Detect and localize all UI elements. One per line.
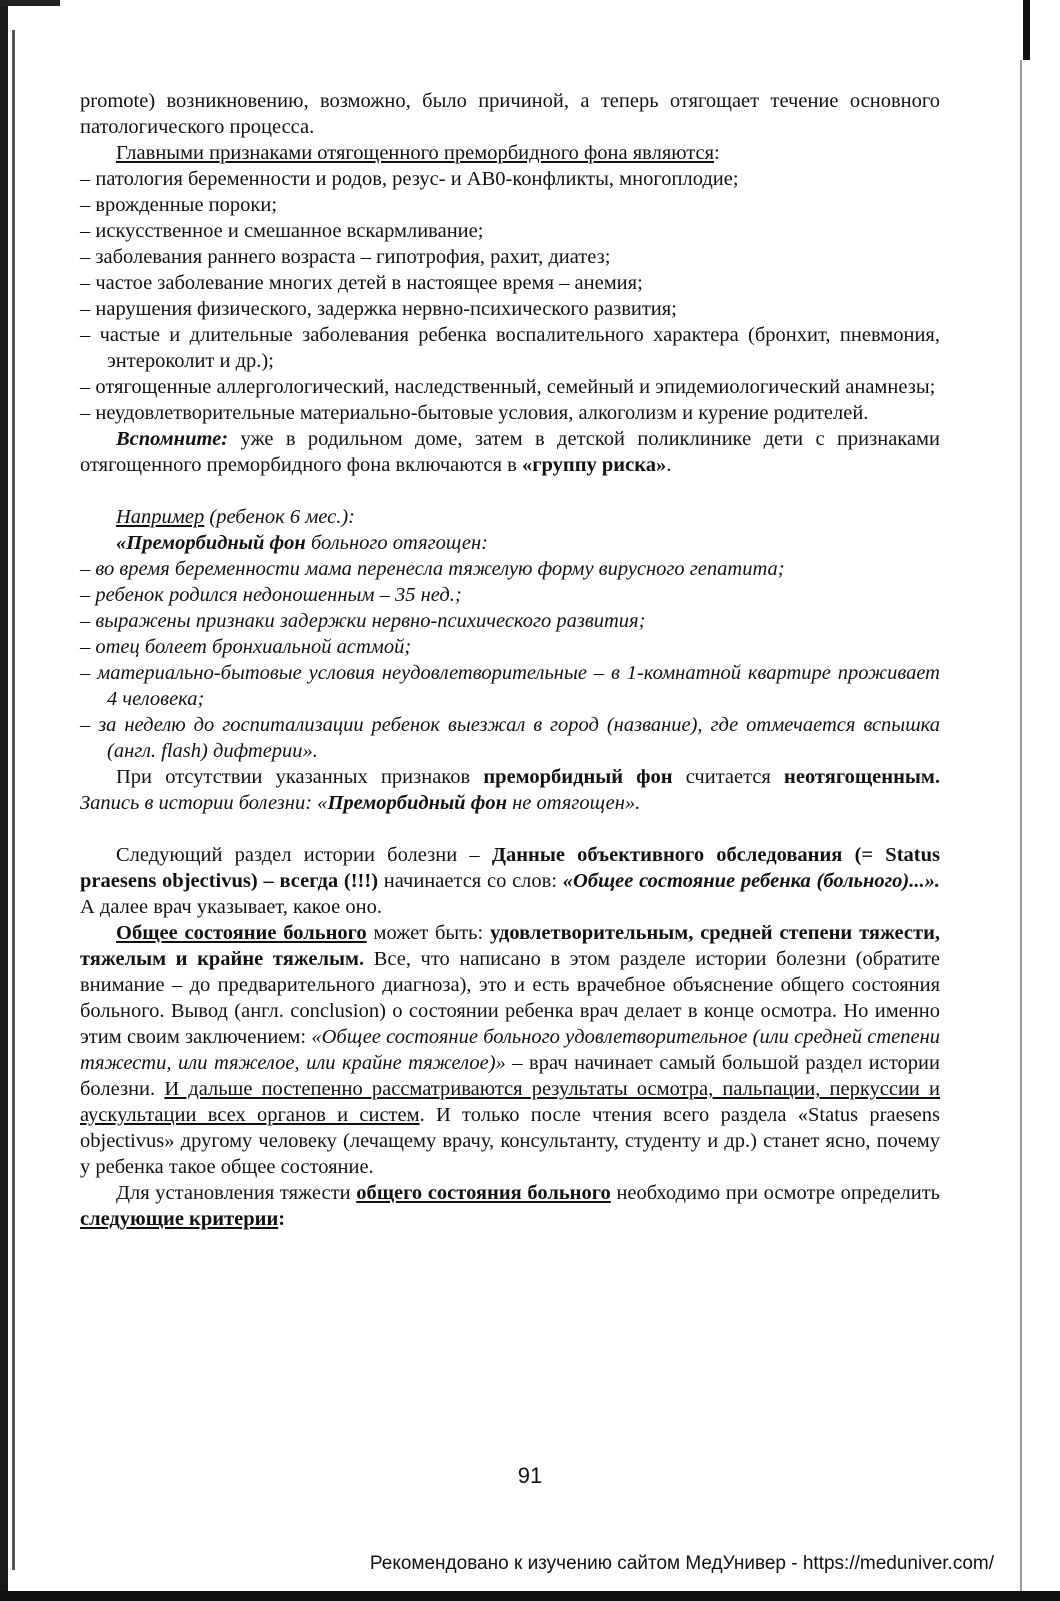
list-item: – за неделю до госпитализации ребенок выезжал в город (название), где отмечается вспышка (англ. flash) дифтерии». — [80, 714, 940, 762]
spacer — [80, 478, 940, 504]
list-item: – выражены признаки задержки нервно-психического развития; — [80, 610, 646, 632]
paragraph-intro: promote) возникновению, возможно, было причиной, а теперь отягощает течение основного патологического процесса. — [80, 90, 940, 138]
example-heading: Например (ребенок 6 мес.): — [116, 506, 355, 528]
list-item: – неудовлетворительные материально-бытовые условия, алкоголизм и курение родителей. — [80, 402, 869, 424]
remember-label: Вспомните: — [116, 428, 229, 450]
list-item: – отец болеет бронхиальной астмой; — [80, 636, 412, 658]
signs-heading: Главными признаками отягощенного преморбидного фона являются — [116, 142, 715, 164]
scan-edge-top — [0, 0, 60, 6]
list-item: – частое заболевание многих детей в настоящее время – анемия; — [80, 272, 643, 294]
scan-edge-left-inner — [12, 30, 15, 1570]
list-item: – патология беременности и родов, резус- и АВ0-конфликты, многоплодие; — [80, 168, 739, 190]
page-number: 91 — [517, 1463, 543, 1488]
list-item: – ребенок родился недоношенным – 35 нед.; — [80, 584, 462, 606]
paragraph-general-state: Общее состояние больного может быть: удовлетворительным, средней степени тяжести, тяжелым и крайне тяжелым. Все, что написано в этом разделе истории болезни (обратите внимание – до предварительного диагноза), это и есть врачебное объяснение общего состояния больного. Вывод (англ. conclusion) о состоянии ребенка врач делает в конце осмотра. Но именно этим своим заключением: «Общее состояние больного удовлетворительное (или средней степени тяжести, или тяжелое, или крайне тяжелое)» – врач начинает самый большой раздел истории болезни. И дальше постепенно рассматриваются результаты осмотра, пальпации, перкуссии и аускультации всех органов и систем. И только после чтения всего раздела «Status praesens objectivus» другому человеку (лечащему врачу, консультанту, студенту и др.) станет ясно, почему у ребенка такое общее состояние. — [80, 922, 941, 1178]
list-item: – во время беременности мама перенесла тяжелую форму вирусного гепатита; — [80, 558, 785, 580]
scan-edge-right — [1023, 0, 1030, 60]
spacer — [80, 816, 940, 842]
paragraph-criteria: Для установления тяжести общего состояния больного необходимо при осмотре определить следующие критерии: — [80, 1182, 940, 1230]
page-body — [80, 88, 940, 1232]
paragraph-next-section: Следующий раздел истории болезни – Данные объективного обследования (= Status praesens objectivus) – всегда (!!!) начинается со слов: «Общее состояние ребенка (больного)...». А далее врач указывает, какое оно. — [80, 844, 940, 918]
example-list — [80, 556, 940, 764]
list-item: – искусственное и смешанное вскармливание; — [80, 220, 484, 242]
list-item: – нарушения физического, задержка нервно-психического развития; — [80, 298, 677, 320]
paragraph-absence: При отсутствии указанных признаков преморбидный фон считается неотягощенным. Запись в истории болезни: «Преморбидный фон не отягощен». — [80, 766, 940, 814]
paragraph-remember: Вспомните: уже в родильном доме, затем в детской поликлинике дети с признаками отягощенного преморбидного фона включаются в «группу риска». — [80, 428, 940, 476]
list-item: – заболевания раннего возраста – гипотрофия, рахит, диатез; — [80, 246, 611, 268]
list-item: – материально-бытовые условия неудовлетворительные – в 1-комнатной квартире проживает 4 человека; — [80, 662, 940, 710]
example-subheading: «Преморбидный фон больного отягощен: — [116, 532, 488, 554]
list-item: – частые и длительные заболевания ребенка воспалительного характера (бронхит, пневмония, энтероколит и др.); — [80, 324, 940, 372]
risk-group: «группу риска» — [521, 454, 667, 476]
footer-recommendation: Рекомендовано к изучению сайтом МедУнивер - https://meduniver.com/ — [369, 1553, 994, 1574]
scan-edge-left — [0, 0, 8, 1601]
signs-list — [80, 166, 940, 426]
paragraph-signs-heading: Главными признаками отягощенного преморбидного фона являются: — [116, 142, 720, 164]
list-item: – врожденные пороки; — [80, 194, 278, 216]
list-item: – отягощенные аллергологический, наследственный, семейный и эпидемиологический анамнезы; — [80, 376, 936, 398]
scan-edge-bottom — [0, 1591, 1060, 1601]
scan-edge-right-thin — [1020, 60, 1022, 1600]
